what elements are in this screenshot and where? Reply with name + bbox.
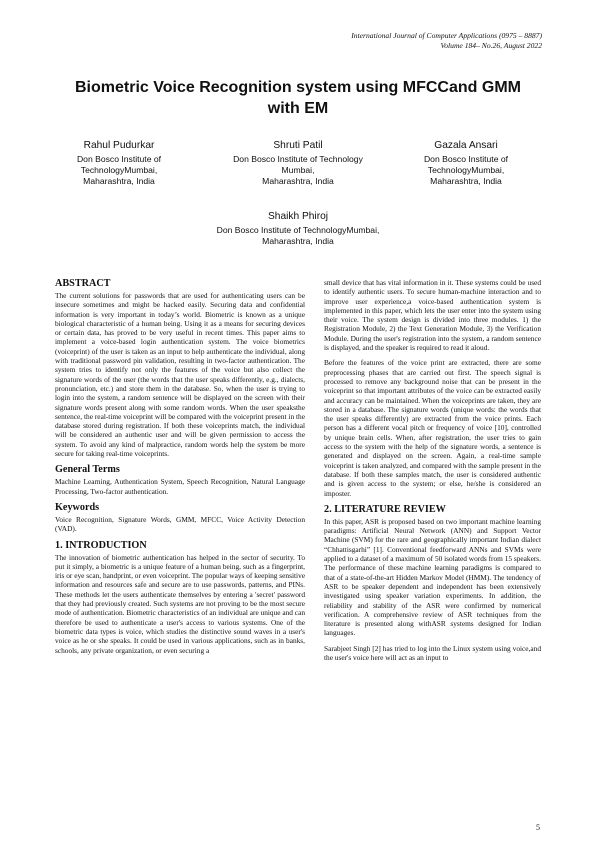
keywords-heading: Keywords (55, 501, 100, 513)
keywords-text: Voice Recognition, Signature Words, GMM, MFCC, Voice Activity Detection (VAD). (55, 514, 305, 534)
author-name: Rahul Pudurkar (83, 140, 155, 151)
author-affiliation: Mumbai, (281, 165, 315, 175)
introduction-heading: 1. INTRODUCTION (55, 539, 147, 551)
introduction-text: The innovation of biometric authentication has helped in the sector of security. To put it simply, a biometric is a unique feature of a human being, such as a fingerprint, iris or eye scan, handprint, or even voiceprint. The popular ways of keeping sensitive information and resources safe and secure are to use passwords, patterns, and PINs. These methods let the users authenticate themselves by entering a 'secret' password that they had previously created. Such systems are not proving to be the most secure mode of authentication. Biometric characteristics of an individual are unique and can therefore be used to authenticate a user's access to various systems. One of the biometric data types is voice, which studies the distinctive sound waves in a user's voice as he or she speaks. It could be used in various applications, such as in banks, schools, any private organization, or even securing a (55, 552, 306, 655)
author-2 (210, 139, 386, 187)
author-affiliation: Maharashtra, India (430, 176, 502, 186)
author-name: Gazala Ansari (434, 140, 498, 151)
general-terms-text: Machine Learning, Authentication System, Speech Recognition, Natural Language Processing, Two-factor authentication. (55, 477, 305, 496)
left-column (55, 278, 305, 661)
general-terms-heading: General Terms (55, 464, 120, 476)
abstract-heading: ABSTRACT (55, 278, 111, 289)
author-affiliation: TechnologyMumbai, (427, 165, 505, 175)
author-affiliation: Don Bosco Institute of TechnologyMumbai, (216, 225, 380, 235)
journal-name: International Journal of Computer Applications (0975 – 8887) (351, 31, 542, 40)
author-affiliation: Maharashtra, India (262, 236, 334, 246)
literature-paragraph-1: In this paper, ASR is proposed based on two important machine learning paradigms: Artificial Neural Network (ANN) and Support Vector Machine (SVM) for the rare and geographically important Indian dialect “Chhattisgarhi” [1]. Conventional feedforward ANNs and SVMs were applied to a dataset of a maximum of 50 isolated words from 15 speakers. The performance of these machine learning paradigms is compared to that of a state-of-the-art Hidden Markov Model (HMM). The tendency of ASR to be speaker dependent and independent has been extensively investigated using speaker variation experiments. In addition, the reliability and stability of the ASR were confirmed by numerical verification. A comprehensive review of ASR techniques from the literature is presented along withASR systems designed for Indian languages. (324, 516, 541, 638)
author-affiliation: Don Bosco Institute of (423, 154, 509, 164)
author-affiliation: TechnologyMumbai, (80, 165, 158, 175)
abstract-text: The current solutions for passwords that are used for authenticating users can be insecure sometimes and might be hacked easily. Securing data and confidential information is very important in today’s world. Biometric is known as a unique biological characteristic of a human being. Using it as a means for securing devices or certain data, has proved to be very useful in recent times. This paper aims to implement a voice-based login authentication system. The voice biometrics (voiceprint) of the user is taken as an input to help authenticate the individual, along with traditional password pin validation, resulting in two-factor authentication. The system tries to identify not only the features of the voice but also collect the signature words of the user (the words that the user speaks differently, e.g., dialects, pronunciation, etc.) and store them in the database. So, when the user is trying to login into the system, a random sentence will be displayed on the screen with their signature words present along with some random words. When the user speaksthe sentence, the real-time voiceprint will be compared with the voiceprint present in the database stored during registration. If both these voiceprints match, the individual will be considered an authentic user and will be given permission to access the system. To avoid any kind of malpractice, random words help the system be more secure for taking real-time voiceprints. (55, 291, 305, 459)
right-column (324, 278, 541, 668)
author-3 (398, 139, 534, 187)
introduction-continued: small device that has vital information in it. These systems could be used to identify authentic users. To secure human-machine interaction and to improve user experience,a voice-based authentication system is implemented in this paper, which lets the user enter into the system using their voice. The system design is divided into three modules. 1) the Registration Module, 2) the Text Generation Module, 3) the Verification Module. During the user's registration into the system, a random sentence is displayed, and the speaker is required to read it aloud. (324, 278, 541, 353)
author-name: Shaikh Phiroj (267, 211, 329, 222)
author-affiliation: Don Bosco Institute of Technology (233, 154, 363, 164)
literature-heading: 2. LITERATURE REVIEW (324, 503, 446, 515)
introduction-paragraph-2: Before the features of the voice print are extracted, there are some preprocessing phases that are carried out first. The speech signal is processed to remove any background noise that can be present in the voiceprint so that important attributes of the voice can be extracted easily and accuracy can be maintained. When the voiceprints are taken, they are stored in a database. The signature words (unique words: the words that the user speaks differently) are extracted from the voice prints. Each person has a different vocal pitch or frequency of voice [10], controlled by unique brain cells. When, after registration, the user tries to gain access to the system with the help of the signature words, a sentence is generated and displayed on the screen. Again, a real-time sample voiceprint is taken analyzed, and compared with the sample present in the database. If both these samples match, the user is considered authentic and is given access to the system; or else, he/she is considered an imposter. (324, 358, 541, 498)
literature-paragraph-2: Sarabjeet Singh [2] has tried to log into the Linux system using voice,and the user's voice here will act as an input to (324, 643, 541, 662)
author-affiliation: Don Bosco Institute of (76, 154, 162, 164)
journal-volume: Volume 184– No.26, August 2022 (440, 41, 542, 50)
author-affiliation: Maharashtra, India (83, 176, 155, 186)
paper-title: Biometric Voice Recognition system using MFCCand GMM with EM (75, 79, 521, 117)
author-1 (54, 139, 184, 187)
journal-header (242, 31, 542, 51)
author-name: Shruti Patil (273, 140, 323, 151)
author-4 (180, 210, 416, 247)
author-affiliation: Maharashtra, India (262, 176, 334, 186)
page-number: 5 (536, 823, 540, 832)
